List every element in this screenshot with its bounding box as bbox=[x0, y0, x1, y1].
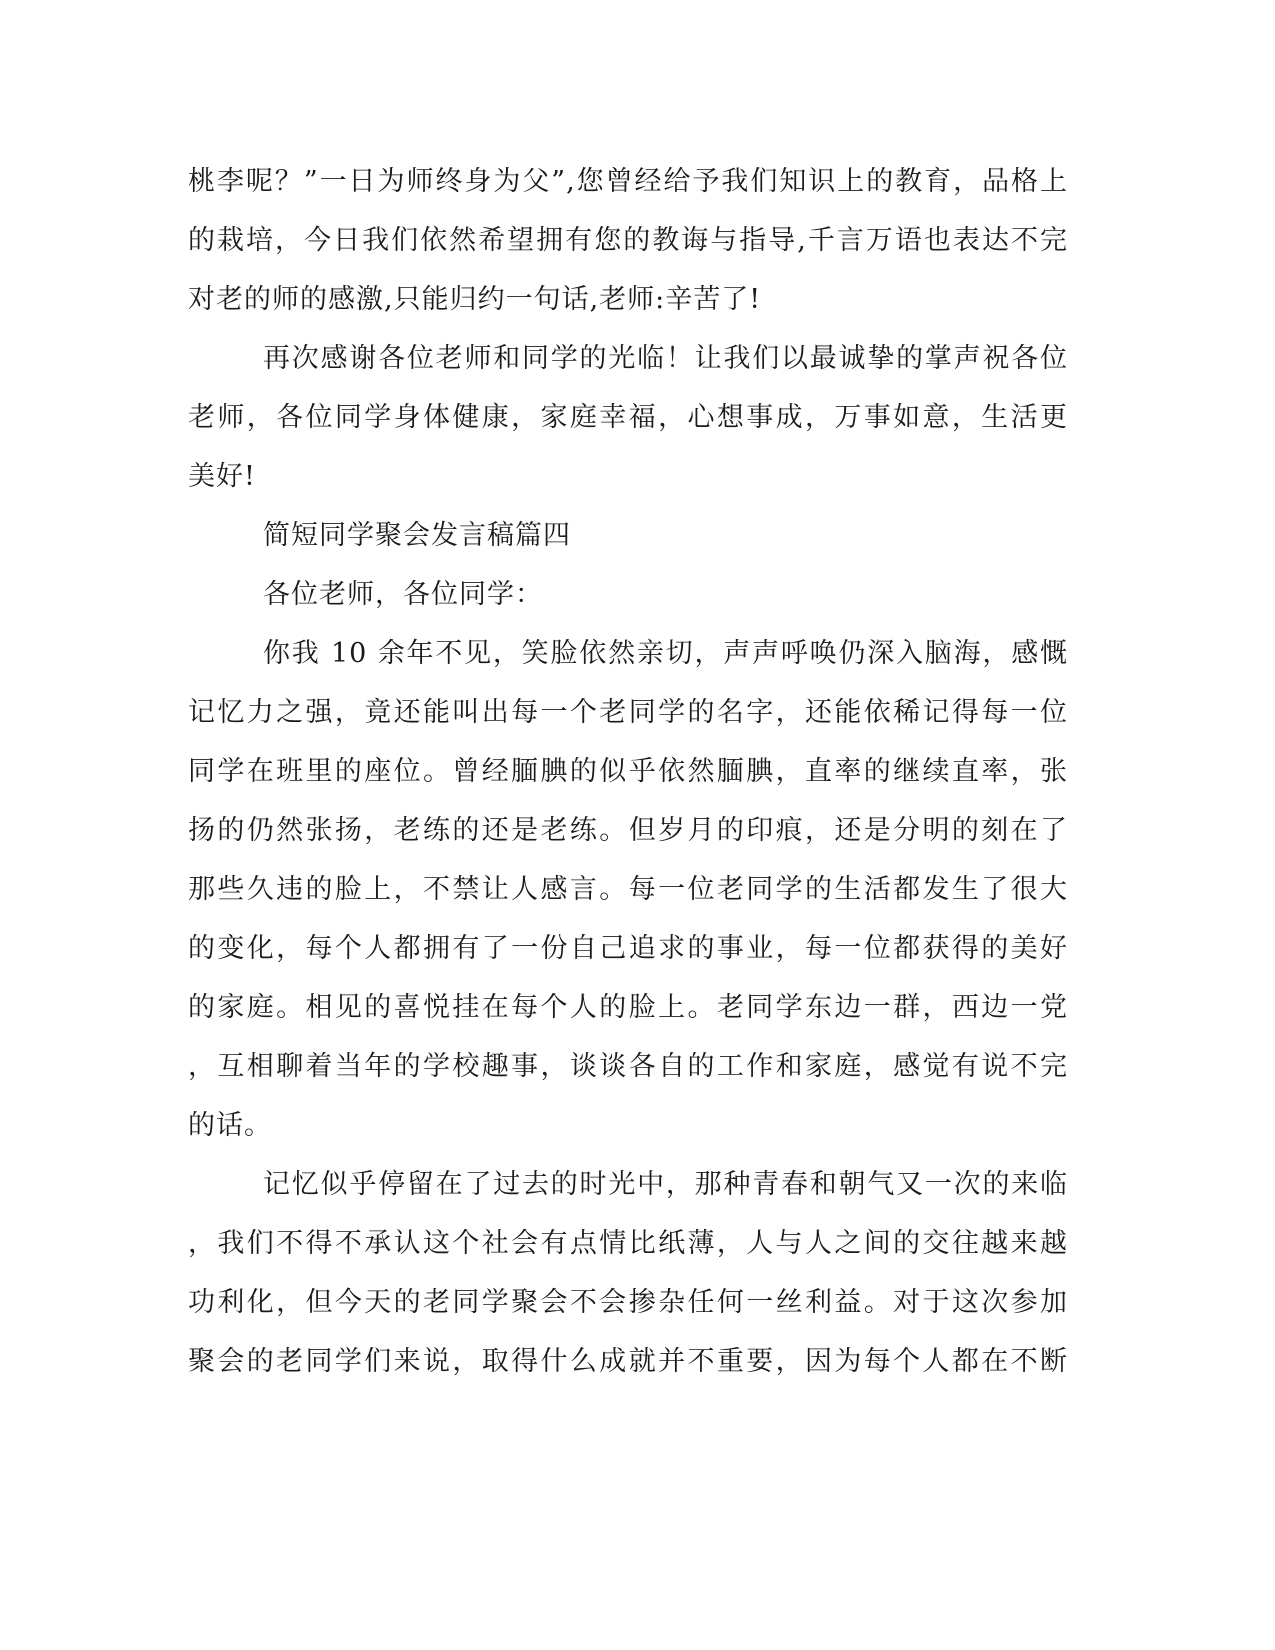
paragraph-1-line-1: 桃李呢？”一日为师终身为父”,您曾经给予我们知识上的教育，品格上 bbox=[188, 166, 1068, 197]
paragraph-3-line-3: 同学在班里的座位。曾经腼腆的似乎依然腼腆，直率的继续直率，张 bbox=[188, 756, 1068, 787]
salutation: 各位老师，各位同学： bbox=[263, 579, 543, 610]
paragraph-4-line-1: 记忆似乎停留在了过去的时光中，那种青春和朝气又一次的来临 bbox=[263, 1169, 1068, 1200]
paragraph-3-line-4: 扬的仍然张扬，老练的还是老练。但岁月的印痕，还是分明的刻在了 bbox=[188, 815, 1068, 846]
paragraph-3-line-7: 的家庭。相见的喜悦挂在每个人的脸上。老同学东边一群，西边一党 bbox=[188, 992, 1068, 1023]
paragraph-1-line-2: 的栽培，今日我们依然希望拥有您的教诲与指导,千言万语也表达不完 bbox=[188, 225, 1068, 256]
paragraph-4-line-2: ，我们不得不承认这个社会有点情比纸薄，人与人之间的交往越来越 bbox=[188, 1228, 1068, 1259]
paragraph-2-line-2: 老师，各位同学身体健康，家庭幸福，心想事成，万事如意，生活更 bbox=[188, 402, 1068, 433]
paragraph-4-line-4: 聚会的老同学们来说，取得什么成就并不重要，因为每个人都在不断 bbox=[188, 1346, 1068, 1377]
paragraph-3-line-5: 那些久违的脸上，不禁让人感言。每一位老同学的生活都发生了很大 bbox=[188, 874, 1068, 905]
paragraph-3-line-2: 记忆力之强，竟还能叫出每一个老同学的名字，还能依稀记得每一位 bbox=[188, 697, 1068, 728]
paragraph-3-line-8: ，互相聊着当年的学校趣事，谈谈各自的工作和家庭，感觉有说不完 bbox=[188, 1051, 1068, 1082]
paragraph-2-line-1: 再次感谢各位老师和同学的光临！让我们以最诚挚的掌声祝各位 bbox=[263, 343, 1068, 374]
paragraph-3-line-1: 你我 10 余年不见，笑脸依然亲切，声声呼唤仍深入脑海，感慨 bbox=[263, 638, 1068, 669]
paragraph-4-line-3: 功利化，但今天的老同学聚会不会掺杂任何一丝利益。对于这次参加 bbox=[188, 1287, 1068, 1318]
paragraph-3-line-6: 的变化，每个人都拥有了一份自己追求的事业，每一位都获得的美好 bbox=[188, 933, 1068, 964]
paragraph-1-line-3: 对老的师的感激,只能归约一句话,老师:辛苦了! bbox=[188, 284, 762, 315]
paragraph-3-line-9: 的话。 bbox=[188, 1110, 272, 1141]
paragraph-2-line-3: 美好! bbox=[188, 461, 256, 492]
section-heading: 简短同学聚会发言稿篇四 bbox=[263, 520, 571, 551]
